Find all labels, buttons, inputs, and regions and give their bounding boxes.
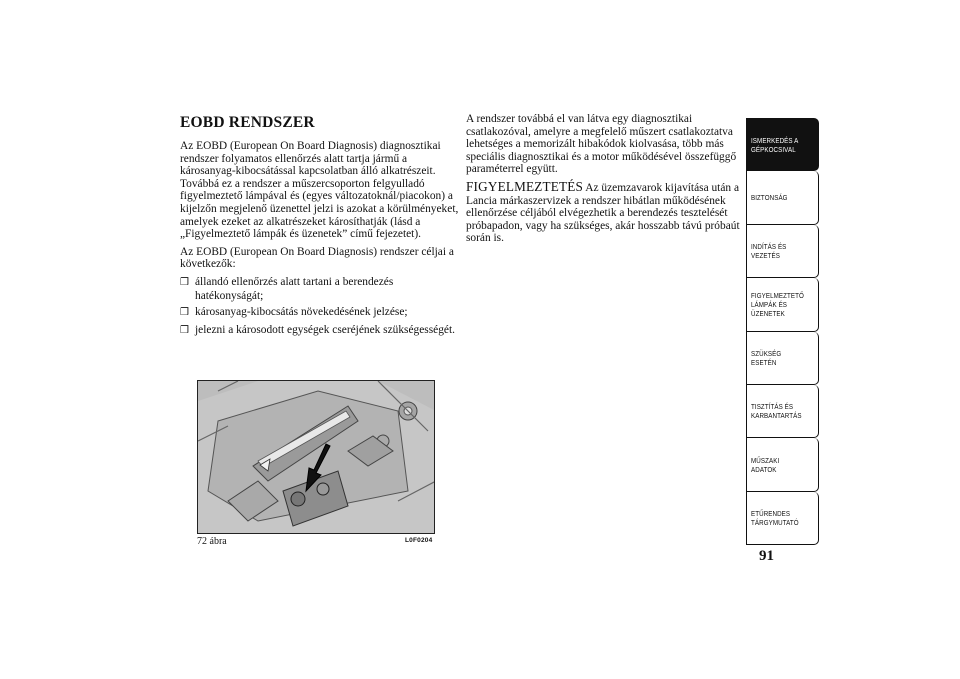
tab-getting-to-know[interactable]: ISMERKEDÉS A GÉPKOCSIVAL	[746, 118, 819, 171]
tab-starting-driving[interactable]: INDÍTÁS ÉS VEZETÉS	[746, 225, 819, 278]
figure-caption: 72 ábra	[197, 536, 227, 547]
figure-code: L0F0204	[405, 537, 433, 544]
checkbox-bullet-icon: ❒	[180, 276, 189, 288]
intro-paragraph: Az EOBD (European On Board Diagnosis) diagnosztikai rendszer folyamatos ellenőrzés alatt tartja jármű a károsanyag-kibocsátással kapcsolatban álló alkatrészeit. Továbbá ez a rendszer a műszercsoporton felgyulladó figyelmeztető lámpával és (egyes változatoknál/piacokon) a kijelzőn megjelenő üzenettel jelzi is azokat a körülményeket, amelyek ezeket az alkatrészeket károsíthatják (lásd a „Figyelmeztető lámpák és üzenetek” című fejezetet).	[180, 140, 459, 241]
warning-text: Az üzemzavarok kijavítása után a Lancia márkaszervizek a rendszer hibátlan működésének ellenőrzése céljából elvégezhetik a berendezés tesztelését próbapadon, vagy ha szükséges, akár hosszabb távú próbaút során is.	[466, 181, 740, 245]
chapter-tabs	[746, 118, 819, 545]
tab-maintenance[interactable]: TISZTÍTÁS ÉS KARBANTARTÁS	[746, 385, 819, 438]
tab-emergency[interactable]: SZÜKSÉG ESETÉN	[746, 332, 819, 385]
bullet-item: ❒ állandó ellenőrzés alatt tartani a berendezés hatékonyságát;	[180, 275, 394, 302]
warning-paragraph	[466, 178, 742, 245]
bullet-item: ❒ károsanyag-kibocsátás növekedésének jelzése;	[180, 306, 408, 319]
tab-index[interactable]: ETŰRENDES TÁRGYMUTATÓ	[746, 492, 819, 545]
connector-paragraph: A rendszer továbbá el van látva egy diagnosztikai csatlakozóval, amelyre a megfelelő műszert csatlakoztatva lehetséges a memorizált hibakódok kiolvasása, több más speciális diagnosztikai és a motor működésével összefüggő paraméterrel együtt.	[466, 113, 737, 176]
page-number: 91	[759, 548, 774, 564]
diagnostic-connector-photo	[197, 380, 435, 534]
tab-technical-data[interactable]: MŰSZAKI ADATOK	[746, 438, 819, 491]
bullet-item: ❒ jelezni a károsodott egységek cseréjének szükségességét.	[180, 323, 455, 336]
goals-paragraph: Az EOBD (European On Board Diagnosis) rendszer céljai a következők:	[180, 245, 454, 271]
tab-safety[interactable]: BIZTONSÁG	[746, 171, 819, 224]
warning-label: FIGYELMEZTETÉS	[466, 178, 584, 194]
left-column	[180, 113, 462, 341]
checkbox-bullet-icon: ❒	[180, 324, 189, 336]
engine-bay-illustration	[198, 381, 435, 534]
right-column	[466, 113, 742, 250]
tab-warning-lights[interactable]: FIGYELMEZTETŐ LÁMPÁK ÉS ÜZENETEK	[746, 278, 819, 331]
checkbox-bullet-icon: ❒	[180, 307, 189, 319]
section-heading: EOBD RENDSZER	[180, 114, 315, 131]
